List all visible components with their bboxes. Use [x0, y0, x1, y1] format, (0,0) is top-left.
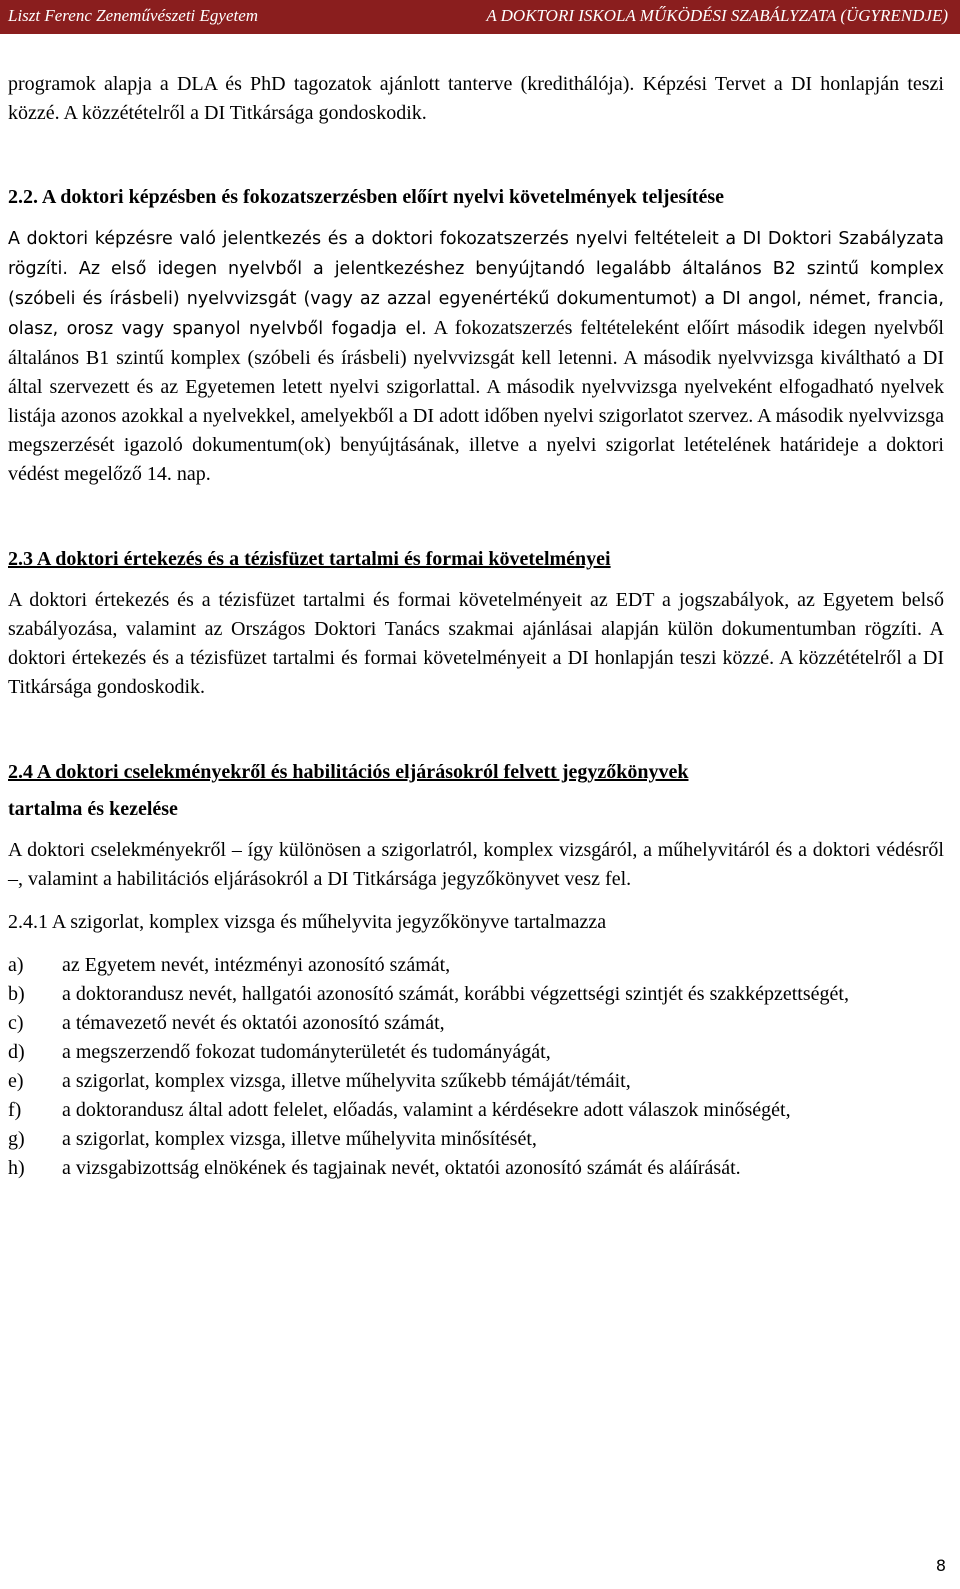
section-2-4-paragraph: A doktori cselekményekről – így különösen a szigorlatról, komplex vizsgáról, a műhelyvitáról és a doktori védésről –, valamint a habilitációs eljárásokról a DI Titkársága jegyzőkönyvet vesz fel.: [8, 839, 944, 890]
list-item-marker: g): [8, 1128, 25, 1150]
list-item-marker: b): [8, 983, 25, 1005]
list-item-marker: h): [8, 1157, 25, 1179]
intro-paragraph: programok alapja a DLA és PhD tagozatok ajánlott tanterve (kredithálója). Képzési Tervet a DI honlapján teszi közzé. A közzétételről a DI Titkársága gondoskodik.: [8, 73, 944, 124]
list-item-text: a megszerzendő fokozat tudományterületét és tudományágát,: [62, 1041, 551, 1063]
list-item-text: az Egyetem nevét, intézményi azonosító számát,: [62, 954, 451, 976]
page-header: [0, 0, 960, 34]
section-2-4-1-title: 2.4.1 A szigorlat, komplex vizsga és műhelyvita jegyzőkönyve tartalmazza: [8, 911, 607, 933]
header-institution: Liszt Ferenc Zeneművészeti Egyetem: [8, 6, 259, 25]
page-content: [8, 70, 944, 1183]
section-2-3-paragraph: A doktori értekezés és a tézisfüzet tartalmi és formai követelményeit az EDT a jogszabályok, az Egyetem belső szabályozása, valamint az Országos Doktori Tanács szakmai ajánlásai alapján külön dokumentumban rögzíti. A doktori értekezés és a tézisfüzet tartalmi és formai követelményeit a DI honlapján teszi közzé. A közzétételről a DI Titkársága gondoskodik.: [8, 589, 944, 698]
section-2-2-title: 2.2. A doktori képzésben és fokozatszerzésben előírt nyelvi követelmények teljesítése: [8, 186, 724, 208]
list-item: [8, 1125, 944, 1154]
list-item: [8, 980, 944, 1009]
section-2-4-title-line1: 2.4 A doktori cselekményekről és habilitációs eljárásokról felvett jegyzőkönyvek: [8, 761, 689, 783]
list-item: [8, 1009, 944, 1038]
section-2-2-paragraph: [8, 224, 944, 489]
list-item-text: a doktorandusz által adott felelet, előadás, valamint a kérdésekre adott válaszok minőségét,: [62, 1099, 791, 1121]
list-item-text: a doktorandusz nevét, hallgatói azonosító számát, korábbi végzettségi szintjét és szakképzettségét,: [62, 983, 849, 1005]
list-item-text: a szigorlat, komplex vizsga, illetve műhelyvita minősítését,: [62, 1128, 537, 1150]
list-item-marker: f): [8, 1099, 22, 1121]
list-item-marker: a): [8, 954, 24, 976]
section-2-2-text-serif: A fokozatszerzés feltételeként előírt második idegen nyelvből általános B1 szintű komplex (szóbeli és írásbeli) nyelvvizsgát kell letenni. A második nyelvvizsga kiváltható a DI által szervezett és az Egyetemen letett nyelvi szigorlattal. A második nyelvvizsga nyelveként elfogadható nyelvek listája azonos azokkal a nyelvekkel, amelyekből a DI adott időben nyelvi szigorlatot szervez. A második nyelvvizsga megszerzését igazoló dokumentum(ok) benyújtásának, illetve a nyelvi szigorlat letételének határideje a doktori védést megelőző 14. nap.: [8, 317, 944, 485]
list-item: [8, 951, 944, 980]
list-item: [8, 1096, 944, 1125]
header-document-title: A DOKTORI ISKOLA MŰKÖDÉSI SZABÁLYZATA (ÜGYRENDJE): [486, 6, 948, 25]
list-item: [8, 1038, 944, 1067]
list-item-marker: d): [8, 1041, 25, 1063]
section-2-2-text-sans: A doktori képzésre való jelentkezés és a doktori fokozatszerzés nyelvi feltételeit a DI Doktori Szabályzata rögzíti. Az első idegen nyelvből a jelentkezéshez benyújtandó legalább általános B2 szintű komplex (szóbeli és írásbeli) nyelvvizsgát (vagy az azzal egyenértékű dokumentumot) a DI angol, német, francia, olasz, orosz vagy spanyol nyelvből fogadja el.: [8, 229, 944, 339]
section-2-4-title-line2: tartalma és kezelése: [8, 798, 178, 820]
list-item-text: a vizsgabizottság elnökének és tagjainak nevét, oktatói azonosító számát és aláírását.: [62, 1157, 741, 1179]
list-item-marker: e): [8, 1070, 24, 1092]
list-item: [8, 1154, 944, 1183]
requirements-list: [8, 951, 944, 1183]
list-item-marker: c): [8, 1012, 24, 1034]
list-item-text: a szigorlat, komplex vizsga, illetve műhelyvita szűkebb témáját/témáit,: [62, 1070, 631, 1092]
page-number: 8: [935, 1556, 946, 1575]
list-item-text: a témavezető nevét és oktatói azonosító számát,: [62, 1012, 445, 1034]
section-2-3-title: 2.3 A doktori értekezés és a tézisfüzet tartalmi és formai követelményei: [8, 548, 611, 570]
list-item: [8, 1067, 944, 1096]
